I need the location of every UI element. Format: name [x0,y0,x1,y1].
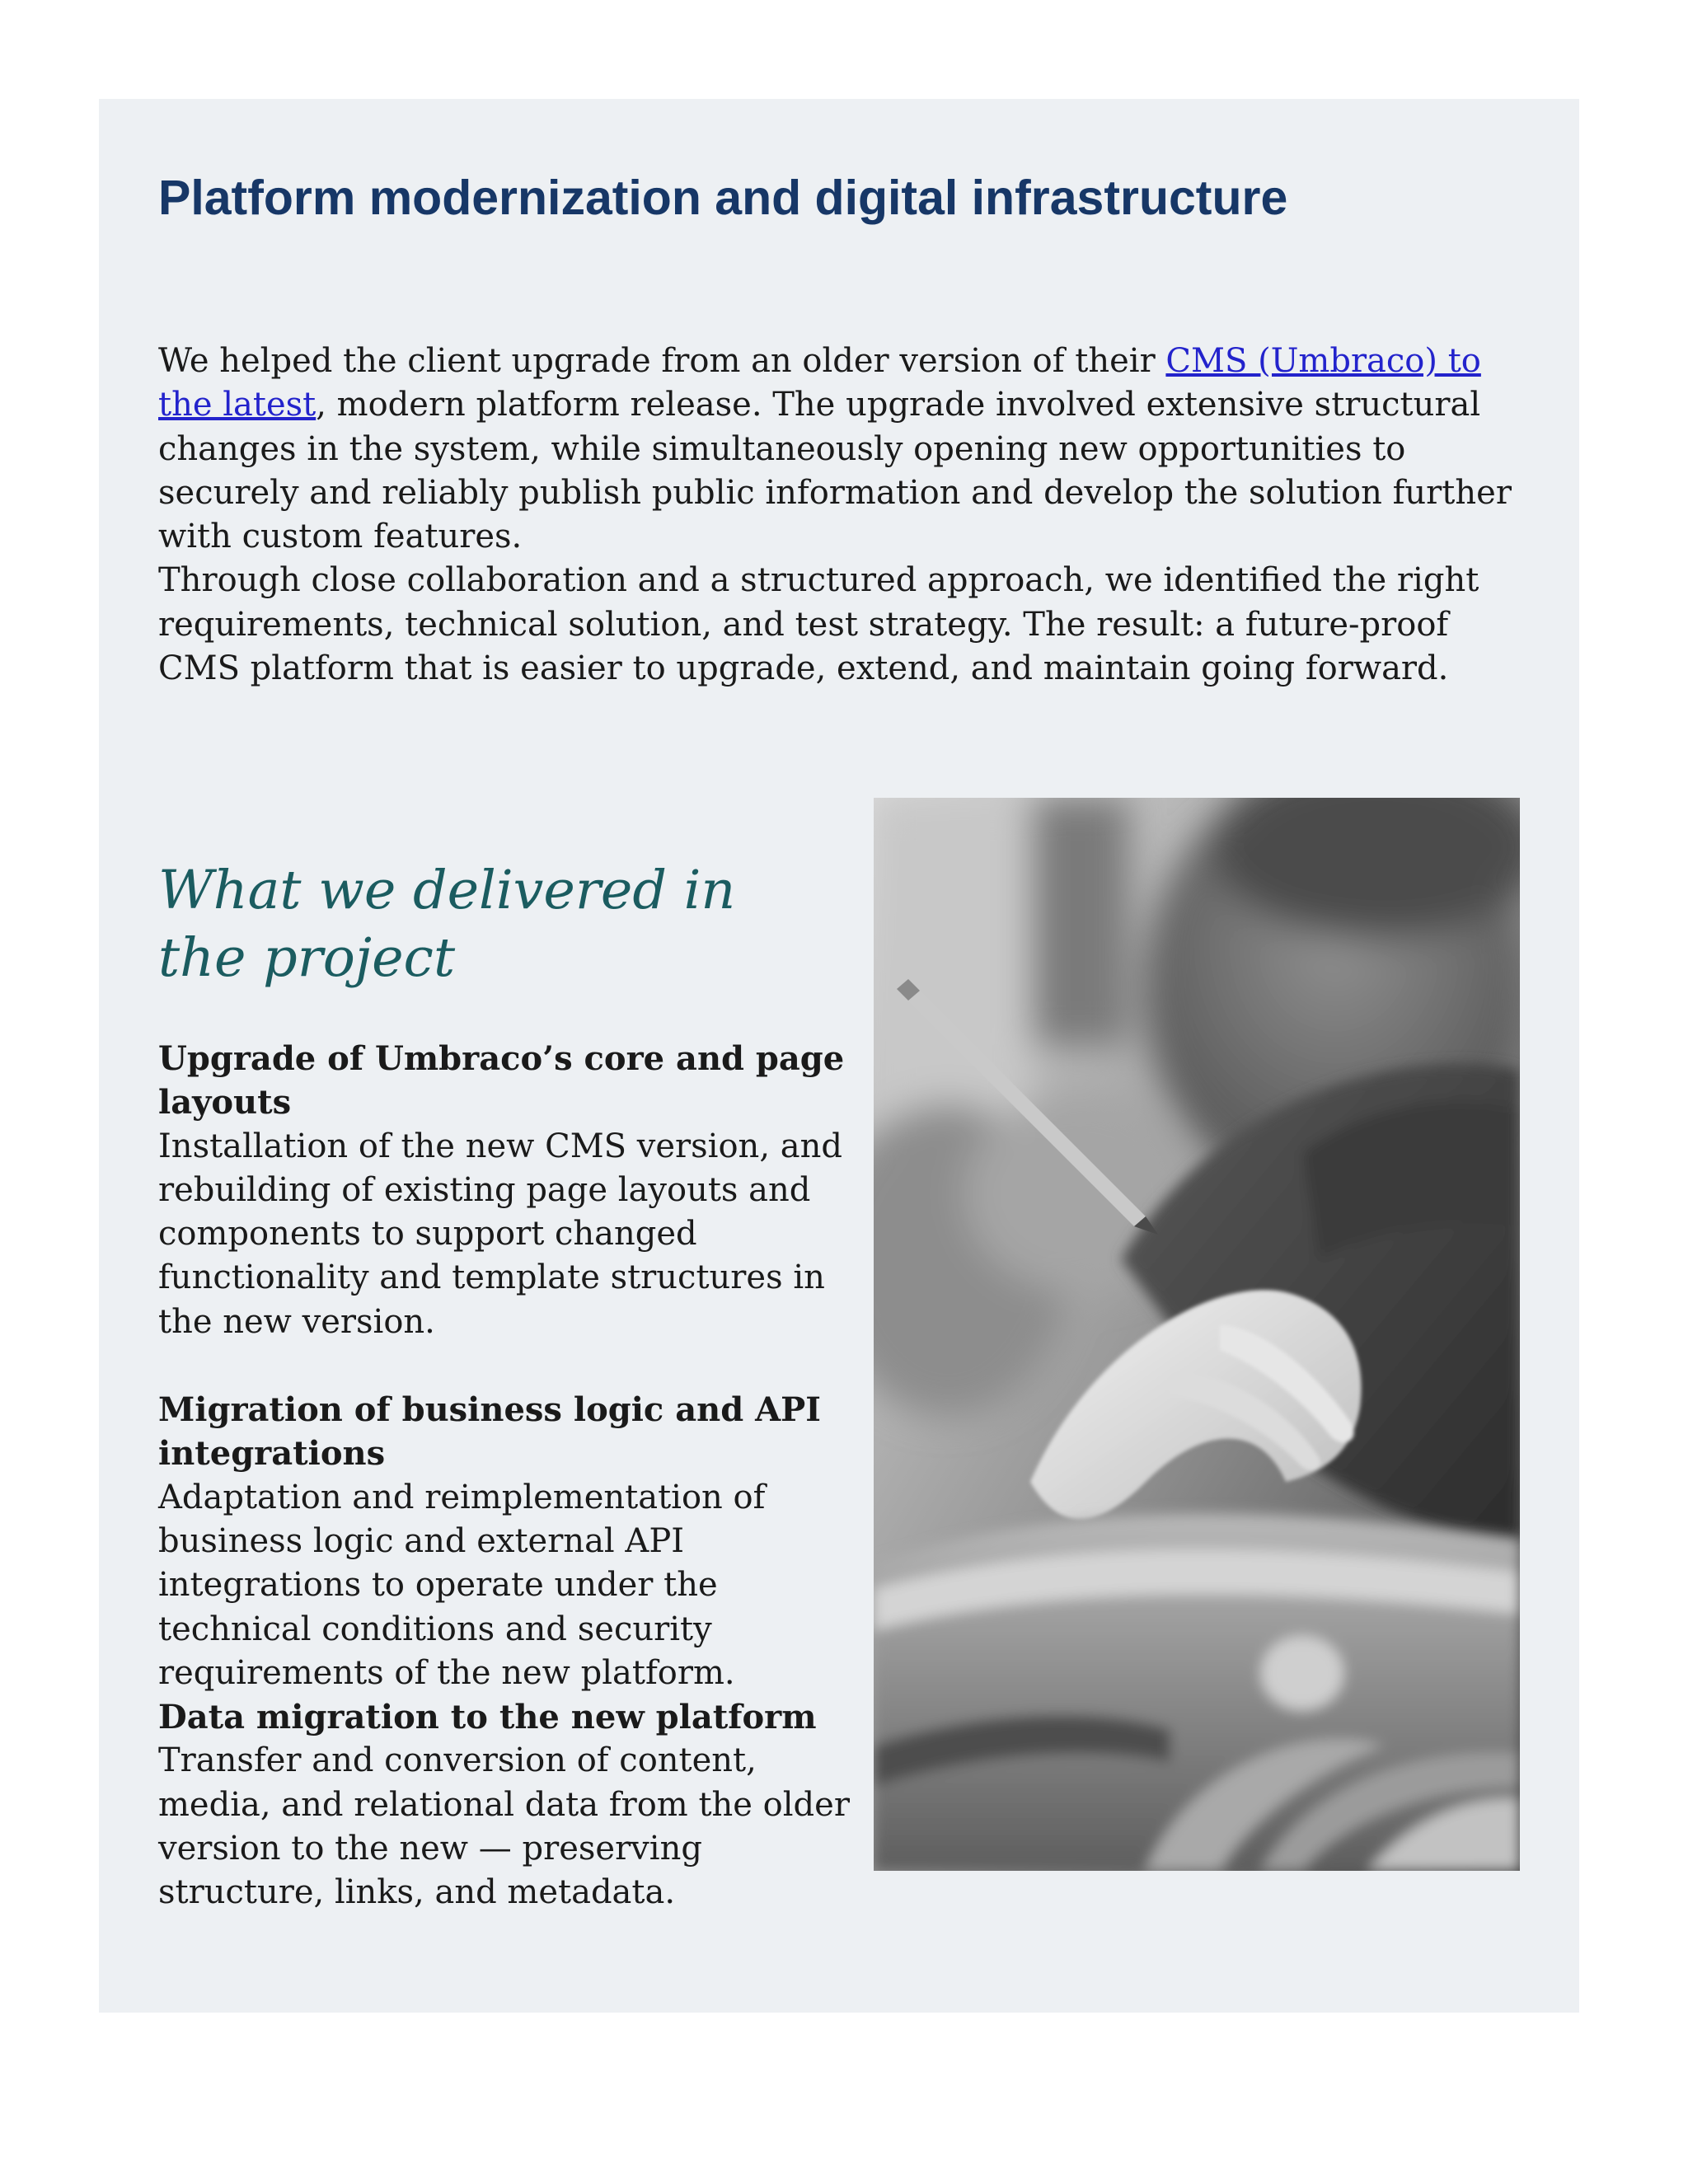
intro-text-before-link: We helped the client upgrade from an older version of their [158,342,1166,380]
delivered-item-core-upgrade [158,1037,859,1344]
intro-paragraph-1 [158,340,1526,559]
intro-text [158,340,1526,691]
item-title: Data migration to the new platform [158,1698,817,1737]
page-title: Platform modernization and digital infrastructure [158,171,1288,225]
delivered-item-data-migration [158,1695,859,1915]
item-description: Transfer and conversion of content, media, and relational data from the older version to the new — preserving structure, links, and metadata. [158,1741,850,1912]
content-card [99,99,1579,2013]
item-title: Migration of business logic and API integrations [158,1390,821,1474]
item-description: Installation of the new CMS version, and rebuilding of existing page layouts and components to support changed functionality and template structures in the new version. [158,1127,842,1341]
delivered-heading: What we delivered in the project [158,860,736,989]
intro-text-after-link: , modern platform release. The upgrade involved extensive structural changes in the system, while simultaneously opening new opportunities to securely and reliably publish public information and develop the solution further with custom features. [158,386,1512,556]
writing-hand-photo [874,798,1520,1871]
intro-paragraph-2: Through close collaboration and a structured approach, we identified the right requirements, technical solution, and test strategy. The result: a future-proof CMS platform that is easier to upgrade, extend, and maintain going forward. [158,561,1479,688]
item-description: Adaptation and reimplementation of business logic and external API integrations to operate under the technical conditions and security requirements of the new platform. [158,1478,766,1692]
item-title: Upgrade of Umbraco’s core and page layouts [158,1039,845,1122]
cms-upgrade-link[interactable]: CMS (Umbraco) to the latest [158,342,1481,424]
delivered-item-business-logic [158,1388,859,1695]
delivered-list [158,1037,859,1915]
photo-illustration [874,798,1520,1871]
